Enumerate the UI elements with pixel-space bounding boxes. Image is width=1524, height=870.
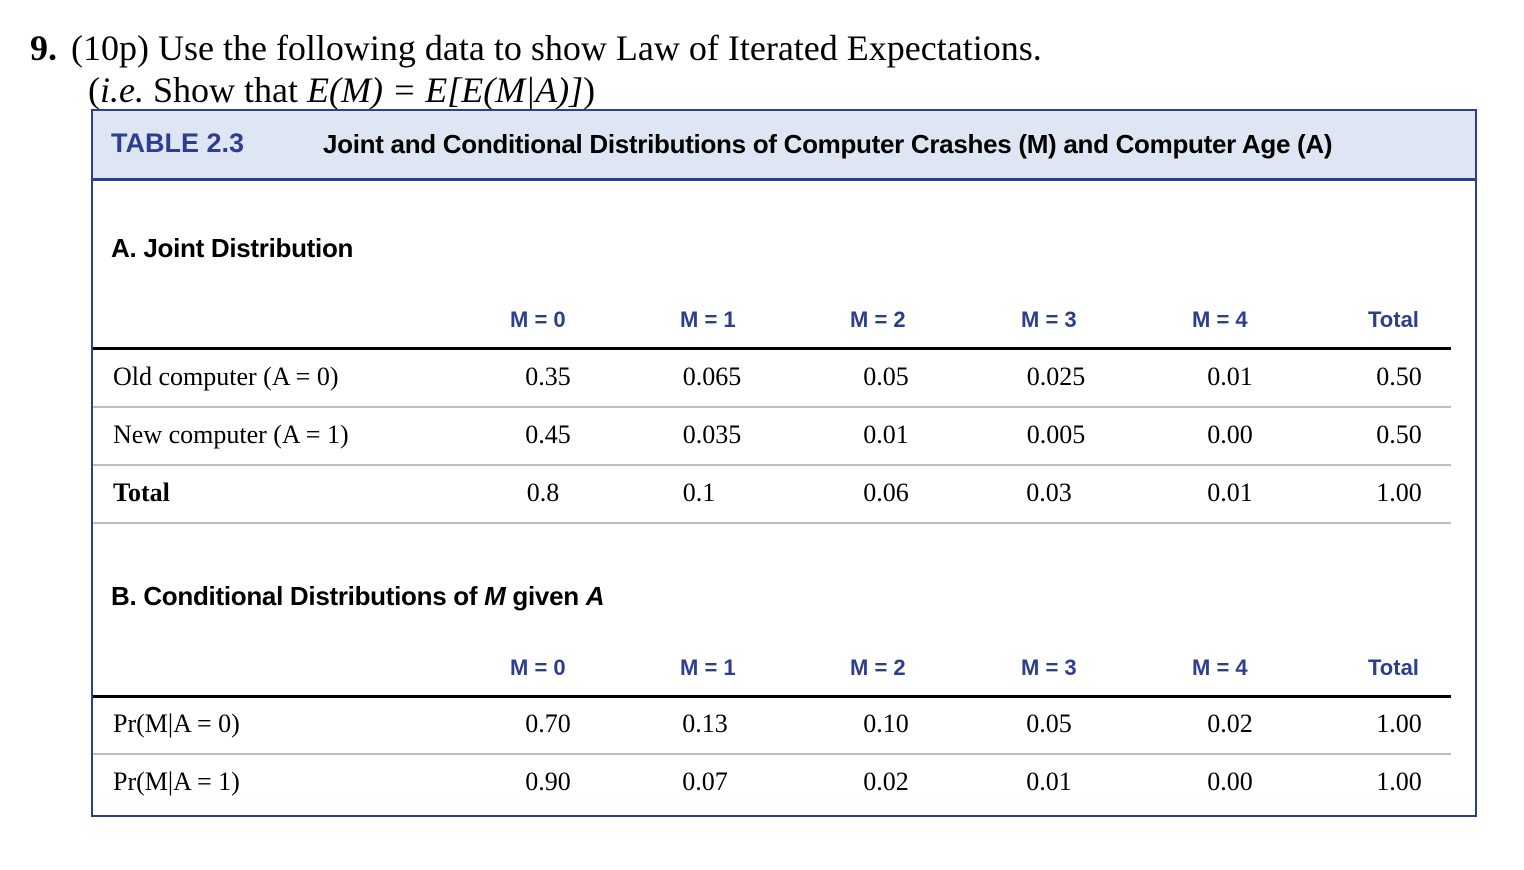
col-header: M = 0 xyxy=(510,307,566,332)
table-cell: 0.035 xyxy=(682,420,742,449)
table-cell: 0.06 xyxy=(863,478,909,507)
table-cell: 0.065 xyxy=(682,362,742,391)
table-cell: 0.01 xyxy=(1026,767,1072,796)
question-line-1 xyxy=(30,27,1042,69)
col-header: Total xyxy=(1368,655,1419,680)
section-a-title: A. Joint Distribution xyxy=(111,233,354,263)
row-label: Old computer (A = 0) xyxy=(113,362,339,391)
section-a-header-rule xyxy=(93,347,1451,350)
iterated-expectation-formula: E(M) = E[E(M|A)] xyxy=(307,70,584,110)
table-cell: 0.03 xyxy=(1026,478,1072,507)
row-divider xyxy=(93,753,1451,755)
table-cell: 0.025 xyxy=(1026,362,1086,391)
table-cell: 0.07 xyxy=(682,767,728,796)
table-cell: 1.00 xyxy=(1376,478,1422,507)
distribution-table xyxy=(91,109,1477,817)
col-header: M = 2 xyxy=(850,655,906,680)
table-cell: 0.01 xyxy=(1207,362,1253,391)
question-line-2: (i.e. Show that E(M) = E[E(M|A)]) xyxy=(88,70,596,110)
col-header: M = 3 xyxy=(1021,307,1077,332)
col-header: M = 2 xyxy=(850,307,906,332)
table-cell: 0.10 xyxy=(863,709,909,738)
table-cell: 0.70 xyxy=(525,709,571,738)
col-header: M = 4 xyxy=(1192,307,1248,332)
table-header xyxy=(93,111,1475,181)
table-cell: 0.00 xyxy=(1207,420,1253,449)
table-cell: 0.90 xyxy=(525,767,571,796)
table-cell: 0.005 xyxy=(1026,420,1086,449)
col-header: M = 3 xyxy=(1021,655,1077,680)
table-cell: 0.8 xyxy=(526,478,560,507)
table-cell: 0.05 xyxy=(1026,709,1072,738)
col-header: M = 1 xyxy=(680,655,736,680)
table-cell: 0.01 xyxy=(1207,478,1253,507)
row-divider xyxy=(93,464,1451,466)
table-cell: 0.02 xyxy=(863,767,909,796)
row-label: New computer (A = 1) xyxy=(113,420,349,449)
table-cell: 0.02 xyxy=(1207,709,1253,738)
row-divider xyxy=(93,522,1451,524)
table-cell: 0.45 xyxy=(525,420,571,449)
table-title: Joint and Conditional Distributions of Computer Crashes (M) and Computer Age (A) xyxy=(323,129,1333,159)
table-number: TABLE 2.3 xyxy=(111,128,245,158)
table-cell: 1.00 xyxy=(1376,767,1422,796)
question-number: 9. xyxy=(30,28,57,68)
section-b-header-rule xyxy=(93,695,1451,698)
table-cell: 0.50 xyxy=(1376,420,1422,449)
col-header: M = 4 xyxy=(1192,655,1248,680)
col-header: M = 1 xyxy=(680,307,736,332)
table-cell: 0.05 xyxy=(863,362,909,391)
row-label: Pr(M|A = 1) xyxy=(113,767,240,796)
col-header: M = 0 xyxy=(510,655,566,680)
table-cell: 0.35 xyxy=(525,362,571,391)
row-label: Pr(M|A = 0) xyxy=(113,709,240,738)
table-cell: 0.00 xyxy=(1207,767,1253,796)
ie-text: i.e. xyxy=(100,70,144,110)
row-label: Total xyxy=(113,478,170,507)
question-text: (10p) Use the following data to show Law of Iterated Expectations. xyxy=(71,28,1042,68)
table-cell: 0.01 xyxy=(863,420,909,449)
table-cell: 0.1 xyxy=(682,478,716,507)
table-cell: 1.00 xyxy=(1376,709,1422,738)
table-cell: 0.13 xyxy=(682,709,728,738)
table-cell: 0.50 xyxy=(1376,362,1422,391)
section-b-title: B. Conditional Distributions of M given A xyxy=(111,581,605,611)
row-divider xyxy=(93,406,1451,408)
col-header: Total xyxy=(1368,307,1419,332)
